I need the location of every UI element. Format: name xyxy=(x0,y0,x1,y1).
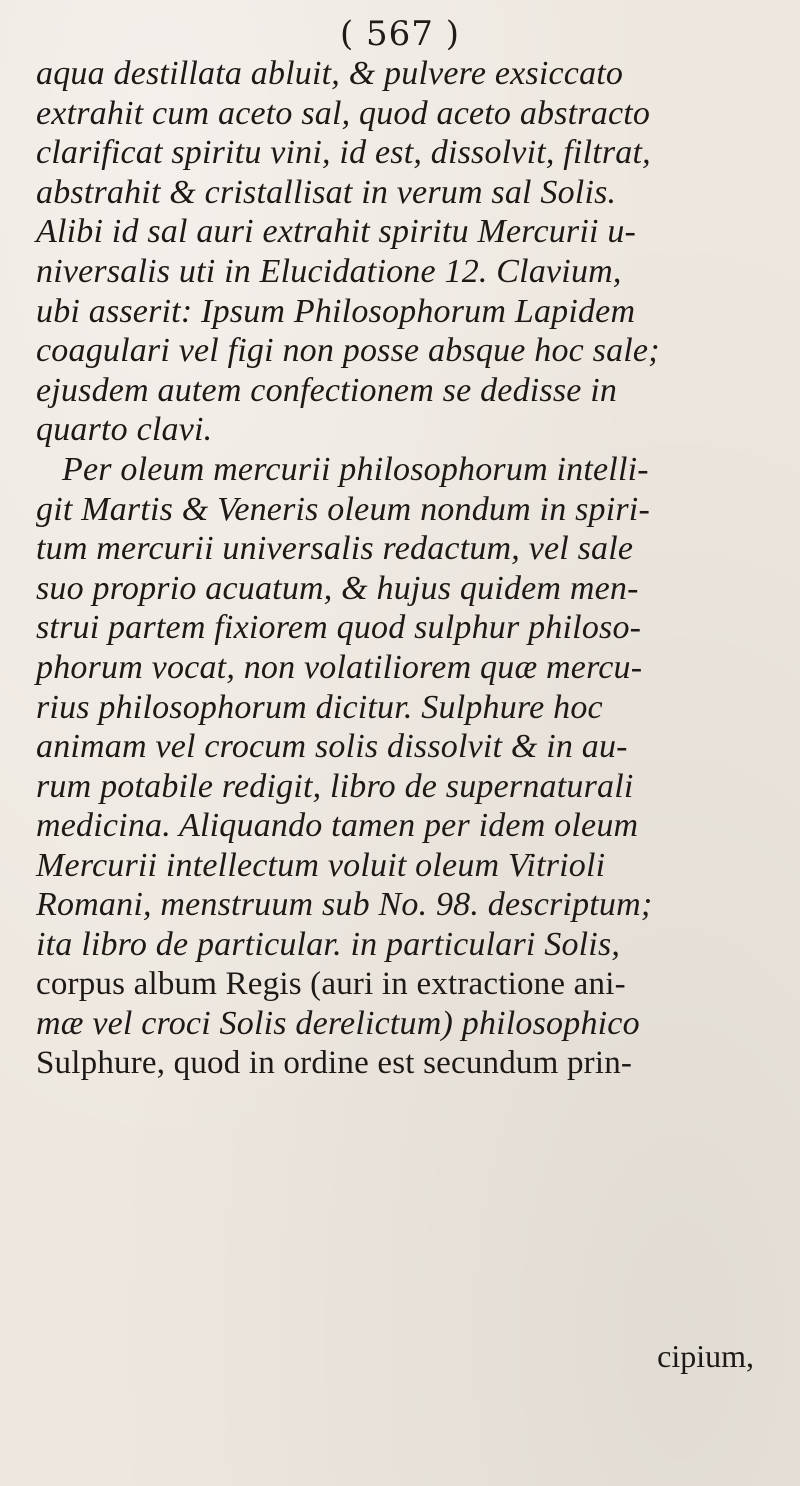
text-line: strui partem fixiorem quod sulphur philoso- xyxy=(36,609,642,647)
text-line: git Martis & Veneris oleum nondum in spiri- xyxy=(36,490,650,528)
page-number: ( 567 ) xyxy=(339,14,461,54)
text-line: suo proprio acuatum, & hujus quidem men- xyxy=(36,569,639,607)
text-line: aqua destillata abluit, & pulvere exsiccato xyxy=(36,55,624,92)
text-line: tum mercurii universalis redactum, vel sale xyxy=(36,530,634,568)
text-line: quarto clavi. xyxy=(36,411,213,449)
catchword: cipium, xyxy=(657,1338,754,1374)
text-line: Romani, menstruum sub No. 98. descriptum; xyxy=(36,886,653,924)
text-line: Sulphure, quod in ordine est secundum prin- xyxy=(36,1044,633,1081)
text-line: rius philosophorum dicitur. Sulphure hoc xyxy=(36,688,603,726)
text-line: coagulari vel figi non posse absque hoc sale; xyxy=(36,332,660,370)
text-line: niversalis uti in Elucidatione 12. Clavium, xyxy=(36,252,622,290)
text-line: mæ vel croci Solis derelictum) philosophico xyxy=(36,1005,640,1043)
text-line: ejusdem autem confectionem se dedisse in xyxy=(36,371,618,409)
paragraph-start-line: Per oleum mercurii philosophorum intelli- xyxy=(62,450,649,488)
text-line: phorum vocat, non volatiliorem quæ mercu- xyxy=(36,648,643,686)
text-line: medicina. Aliquando tamen per idem oleum xyxy=(36,807,639,845)
text-line: rum potabile redigit, libro de supernaturali xyxy=(36,767,634,805)
text-line: corpus album Regis (auri in extractione ani- xyxy=(36,965,626,1002)
text-line: clarificat spiritu vini, id est, dissolvit, filtrat, xyxy=(36,134,651,172)
text-line: extrahit cum aceto sal, quod aceto abstracto xyxy=(36,94,651,132)
body-text xyxy=(36,54,796,1083)
text-line: Alibi id sal auri extrahit spiritu Mercurii u- xyxy=(36,213,637,251)
text-line: ubi asserit: Ipsum Philosophorum Lapidem xyxy=(36,292,636,330)
text-line: ita libro de particular. in particulari Solis, xyxy=(36,926,621,964)
text-line: animam vel crocum solis dissolvit & in au- xyxy=(36,728,628,766)
text-line: Mercurii intellectum voluit oleum Vitrioli xyxy=(36,846,606,884)
text-line: abstrahit & cristallisat in verum sal Solis. xyxy=(36,173,617,211)
